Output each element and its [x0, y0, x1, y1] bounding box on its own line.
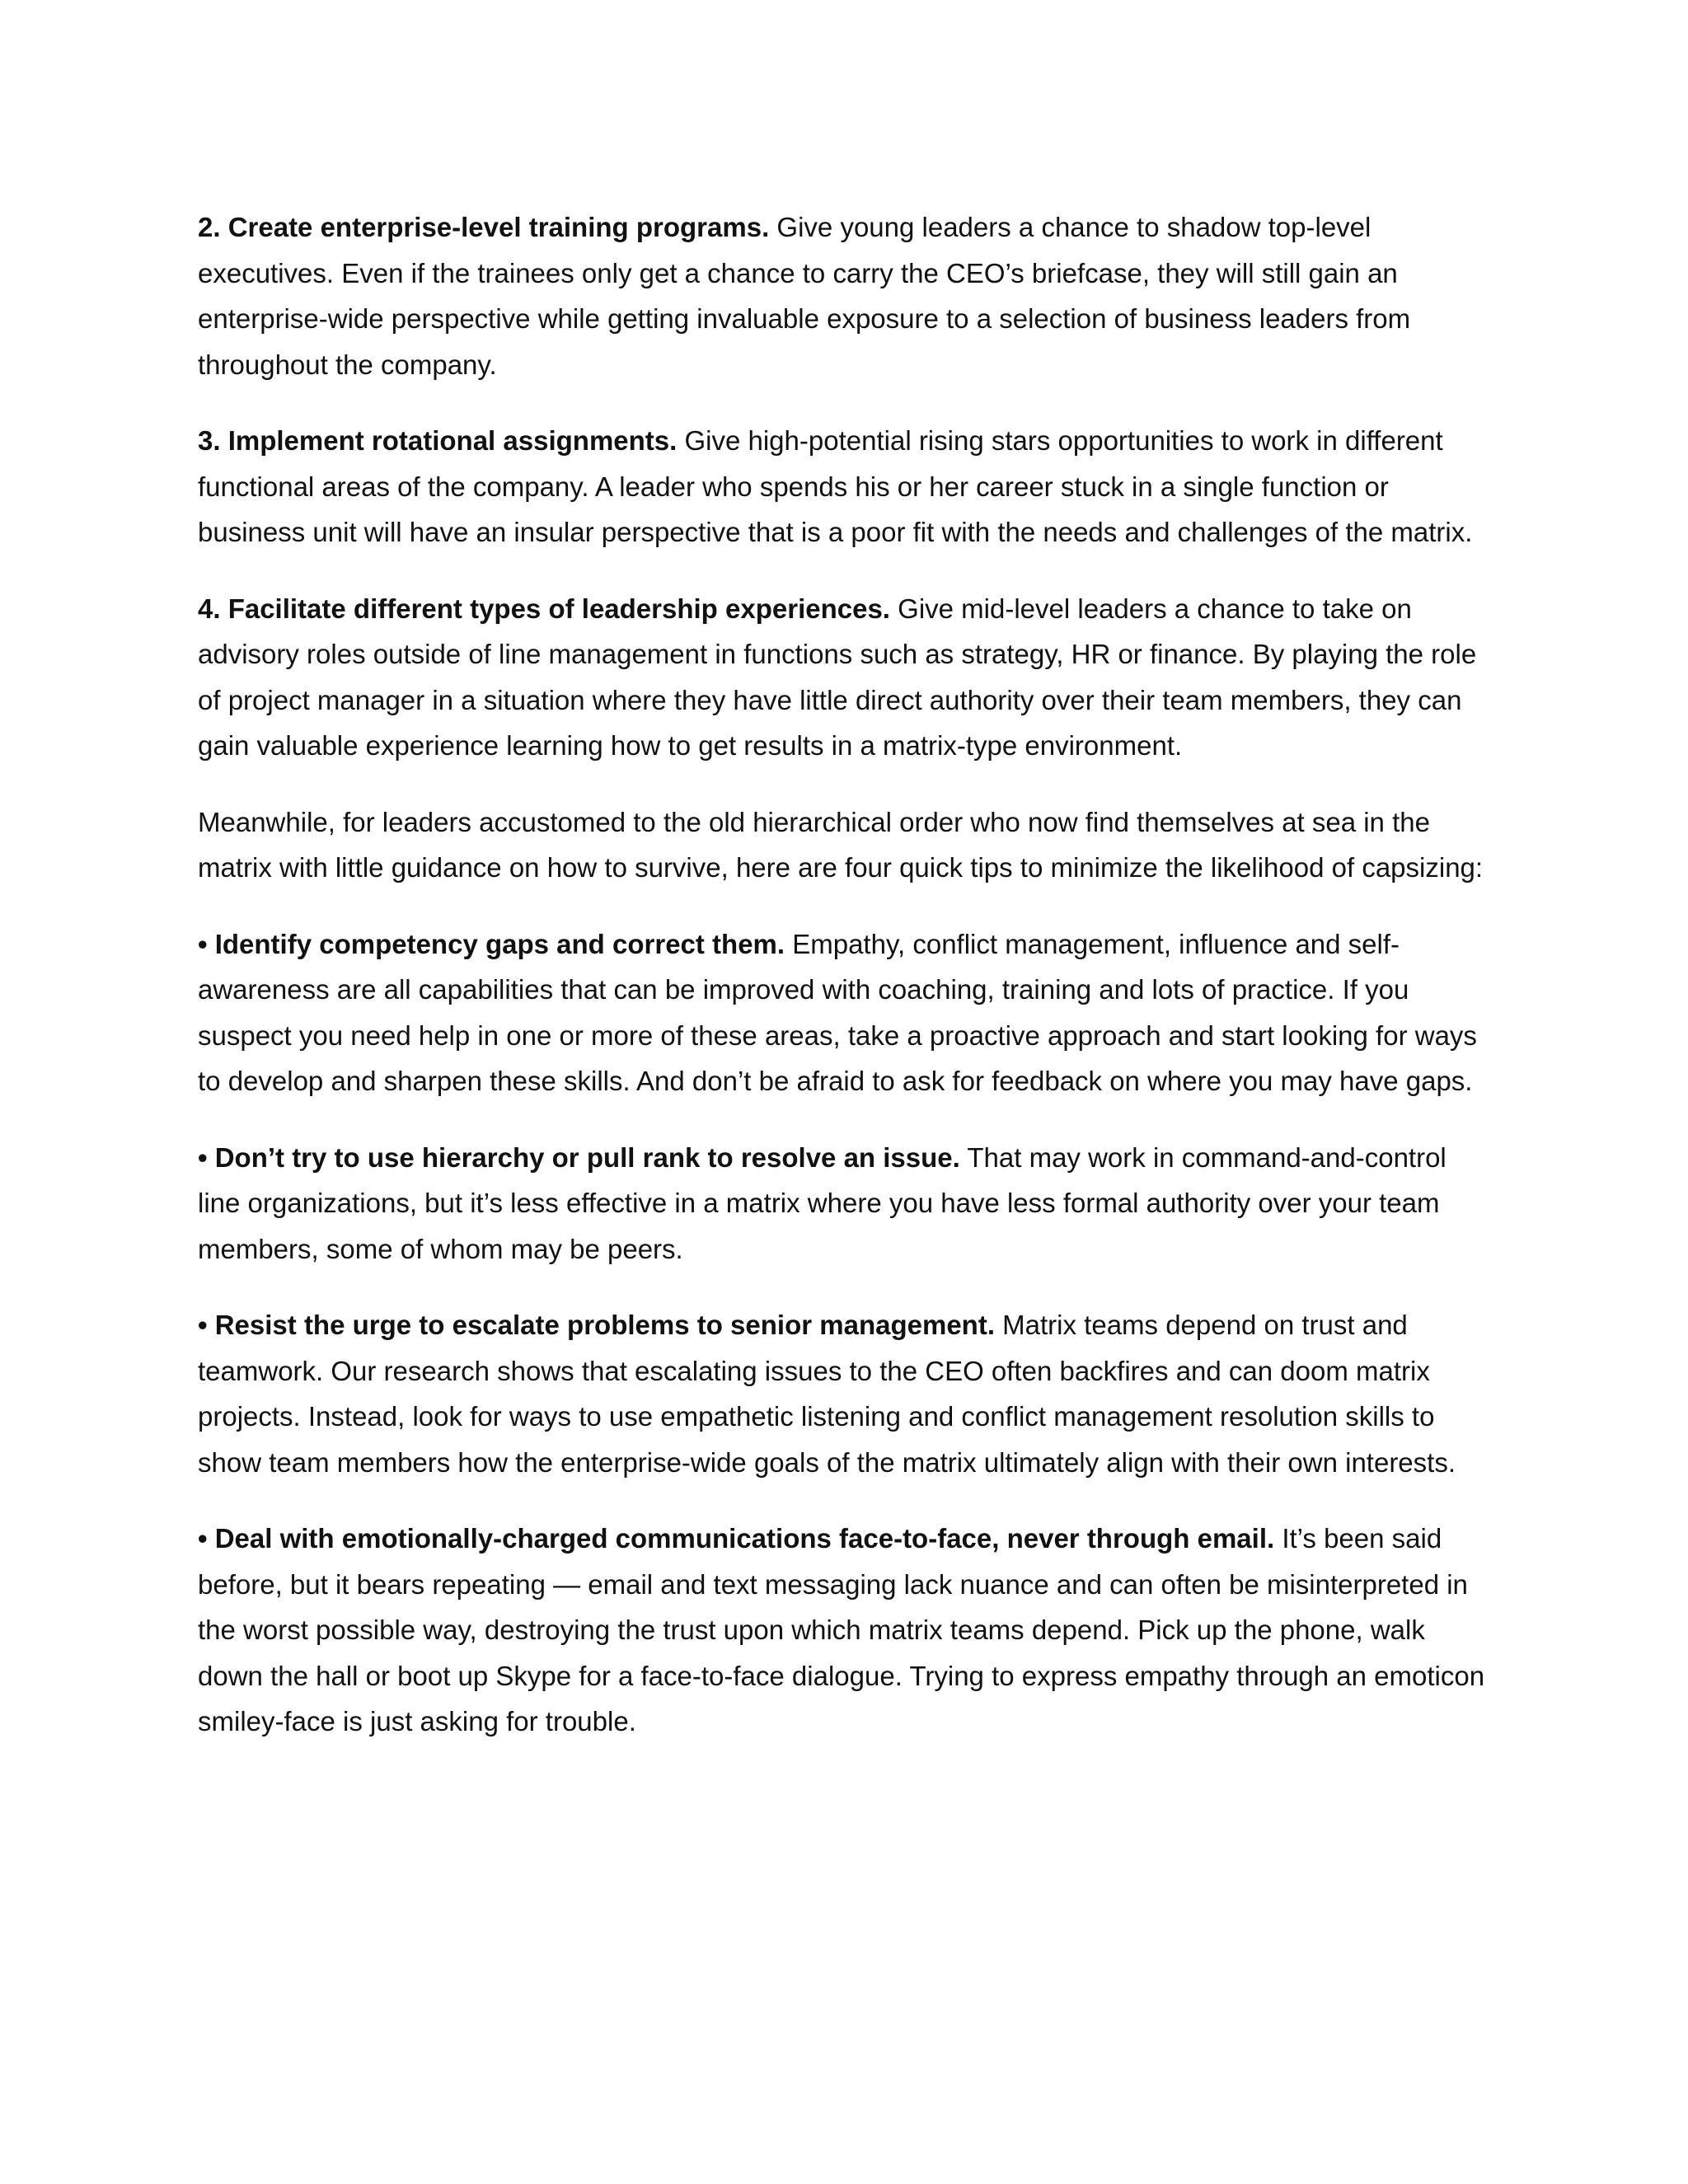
- tip-escalate: [198, 1302, 1492, 1485]
- tip-heading: • Deal with emotionally-charged communications face-to-face, never through email.: [198, 1523, 1275, 1554]
- tip-body: Empathy, conflict management, influence and self-awareness are all capabilities that can be improved with coaching, training and lots of practice. If you suspect you need help in one or more of these areas, take a proactive approach and start looking for ways to develop and sharpen these skills. And don’t be afraid to ask for feedback on where you may have gaps.: [198, 928, 1477, 1096]
- tip-body: That may work in command-and-control line organizations, but it’s less effective in a matrix where you have less formal authority over your team members, some of whom may be peers.: [198, 1141, 1447, 1264]
- paragraph-meanwhile: [198, 799, 1492, 891]
- paragraph-leadership-experiences: [198, 586, 1492, 769]
- tip-body: Matrix teams depend on trust and teamwork. Our research shows that escalating issues to the CEO often backfires and can doom matrix projects. Instead, look for ways to use empathetic listening and conflict management resolution skills to show team members how the enterprise-wide goals of the matrix ultimately align with their own interests.: [198, 1310, 1456, 1478]
- paragraph-body: Give young leaders a chance to shadow top-level executives. Even if the trainees only get a chance to carry the CEO’s briefcase, they will still gain an enterprise-wide perspective while getting invaluable exposure to a selection of business leaders from throughout the company.: [198, 212, 1411, 380]
- tip-face-to-face: [198, 1516, 1492, 1745]
- tip-heading: • Resist the urge to escalate problems to senior management.: [198, 1310, 995, 1340]
- tip-body: It’s been said before, but it bears repeating — email and text messaging lack nuance and can often be misinterpreted in the worst possible way, destroying the trust upon which matrix teams depend. Pick up the phone, walk down the hall or boot up Skype for a face-to-face dialogue. Trying to express empathy through an emoticon smiley-face is just asking for trouble.: [198, 1523, 1485, 1736]
- document-page: [198, 204, 1492, 1775]
- tip-heading: • Don’t try to use hierarchy or pull rank to resolve an issue.: [198, 1141, 960, 1173]
- tip-competency-gaps: [198, 921, 1492, 1104]
- paragraph-heading: 3. Implement rotational assignments.: [198, 425, 678, 456]
- paragraph-body: Give high-potential rising stars opportunities to work in different functional areas of the company. A leader who spends his or her career stuck in a single function or business unit will have an insular perspective that is a poor fit with the needs and challenges of the matrix.: [198, 425, 1473, 547]
- paragraph-body: Meanwhile, for leaders accustomed to the old hierarchical order who now find themselves at sea in the matrix with little guidance on how to survive, here are four quick tips to minimize the likelihood of capsizing:: [198, 806, 1484, 883]
- paragraph-body: Give mid-level leaders a chance to take on advisory roles outside of line management in functions such as strategy, HR or finance. By playing the role of project manager in a situation where they have little direct authority over their team members, they can gain valuable experience learning how to get results in a matrix-type environment.: [198, 593, 1477, 761]
- paragraph-training-programs: [198, 204, 1492, 387]
- paragraph-rotational-assignments: [198, 418, 1492, 555]
- tip-heading: • Identify competency gaps and correct them.: [198, 928, 785, 959]
- paragraph-heading: 4. Facilitate different types of leadership experiences.: [198, 593, 890, 624]
- tip-pull-rank: [198, 1135, 1492, 1272]
- paragraph-heading: 2. Create enterprise-level training programs.: [198, 212, 770, 242]
